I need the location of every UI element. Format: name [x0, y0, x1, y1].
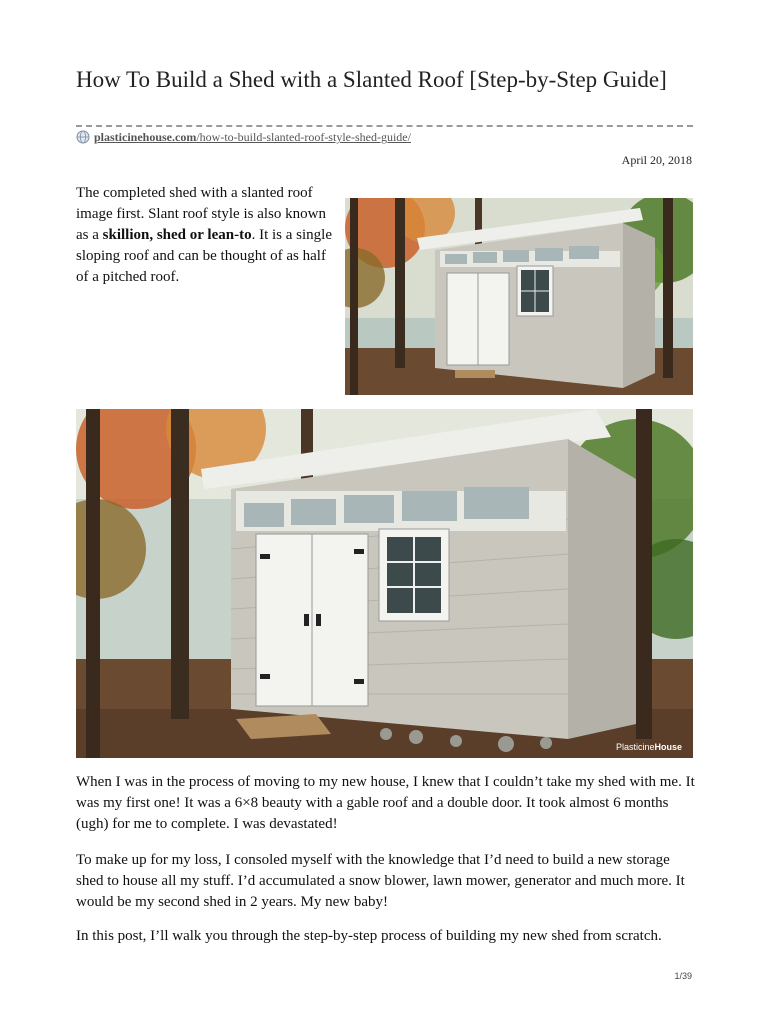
intro-text-after: . It is a single sloping roof and can be thought of as half of a pitched roof.: [76, 227, 332, 285]
intro-text-before: The completed shed with a slanted roof image first. Slant roof style is also known as a: [76, 185, 326, 243]
globe-icon: [76, 130, 90, 144]
source-line: [76, 129, 411, 145]
shed-photo-small: [345, 198, 693, 395]
page-title: How To Build a Shed with a Slanted Roof [Step-by-Step Guide]: [76, 67, 667, 92]
body-paragraph-2: To make up for my loss, I consoled myself with the knowledge that I’d need to build a new storage shed to house all my stuff. I’d accumulated a snow blower, lawn mower, generator and much more. It would be my second shed in 2 years. My new baby!: [76, 852, 685, 910]
source-link[interactable]: [94, 129, 411, 145]
source-path: /how-to-build-slanted-roof-style-shed-guide/: [196, 130, 411, 144]
page-number: 1/39: [674, 971, 692, 981]
title-divider: [76, 125, 693, 127]
intro-bold-terms: skillion, shed or lean-to: [102, 227, 252, 243]
intro-paragraph: [76, 183, 338, 288]
shed-photo-large: [76, 409, 693, 758]
photo-watermark: PlasticineHouse: [616, 742, 683, 752]
body-paragraph-3: In this post, I’ll walk you through the step-by-step process of building my new shed from scratch.: [76, 928, 662, 944]
source-domain: plasticinehouse.com: [94, 130, 197, 144]
body-paragraph-1: When I was in the process of moving to my new house, I knew that I couldn’t take my shed with me. It was my first one! It was a 6×8 beauty with a gable roof and a double door. It took almost 6 months (ugh) for me to complete. I was devastated!: [76, 774, 695, 832]
publish-date: April 20, 2018: [621, 153, 692, 167]
